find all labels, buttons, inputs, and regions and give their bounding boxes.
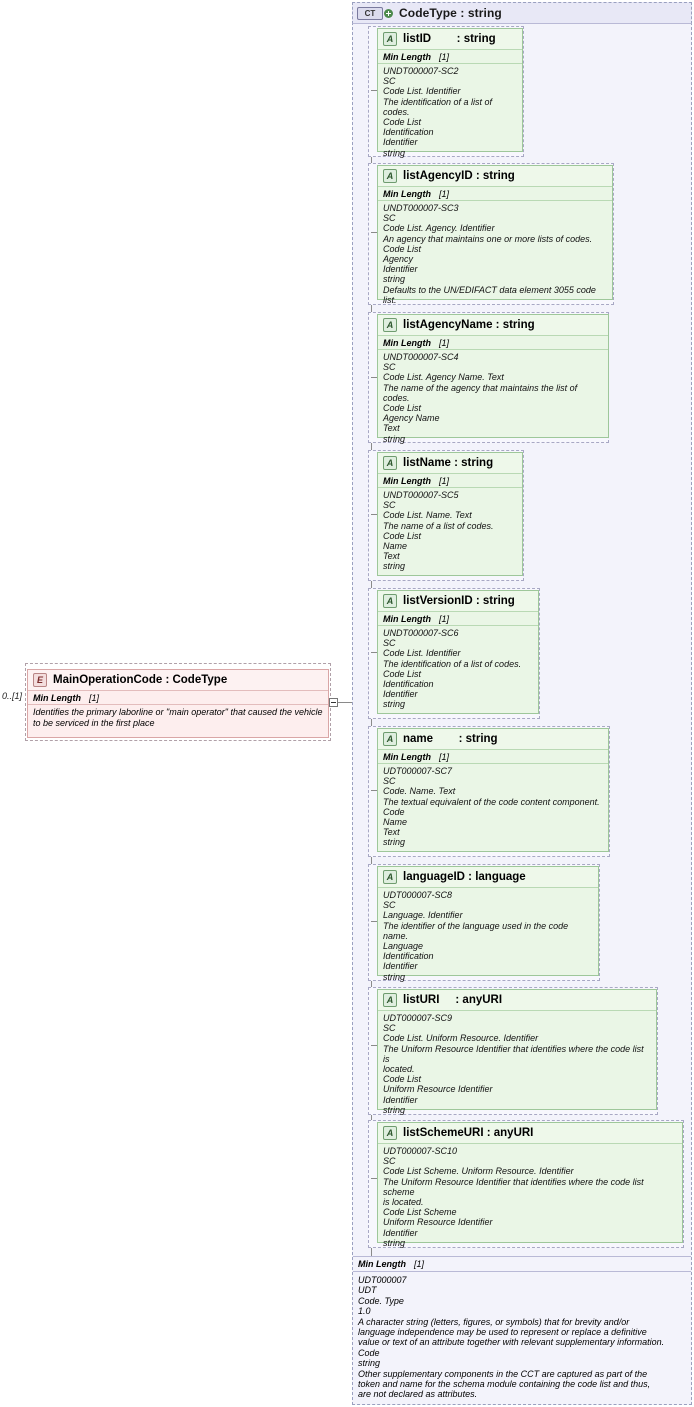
annotation-line: The textual equivalent of the code content component. — [383, 796, 600, 807]
annotation-line: string — [383, 1104, 406, 1115]
complextype-badge: CT — [357, 7, 383, 20]
annotation-line: Identifier — [383, 264, 418, 275]
attribute-minlength-row — [378, 336, 608, 350]
annotation-line: string — [383, 971, 406, 982]
attribute-minlength-cardinality: [1] — [439, 51, 450, 62]
element-minlength-row — [28, 691, 328, 705]
annotation-line: The identification of a list of codes. — [383, 96, 493, 117]
plus-circle-icon[interactable] — [384, 9, 393, 18]
annotation-line: string — [358, 1358, 381, 1369]
element-header — [28, 670, 328, 691]
attribute-annotation — [378, 888, 598, 985]
attribute-name-attr[interactable] — [377, 728, 609, 852]
annotation-line: Code List — [383, 530, 422, 541]
element-main-operation-code[interactable] — [27, 669, 329, 738]
attribute-header — [378, 315, 608, 336]
complextype-header[interactable] — [352, 2, 692, 24]
annotation-line: A character string (letters, figures, or symbols) that for brevity and/or — [358, 1316, 630, 1327]
annotation-line: Uniform Resource Identifier — [383, 1217, 493, 1228]
attribute-header — [378, 453, 522, 474]
annotation-line: located. — [383, 1064, 415, 1075]
attribute-badge: A — [383, 169, 397, 183]
annotation-line: SC — [383, 1023, 396, 1034]
annotation-line: Text — [383, 423, 400, 434]
annotation-line: Identifier — [383, 1227, 418, 1238]
annotation-line: Code List. Identifier — [383, 86, 461, 97]
element-annotation-line: Identifies the primary laborline or "main operator" that caused the vehicle — [33, 707, 323, 717]
annotation-line: UDT — [358, 1285, 377, 1296]
connector-branch — [371, 1178, 377, 1179]
annotation-line: Code. Name. Text — [383, 786, 456, 797]
annotation-line: SC — [383, 638, 396, 649]
complextype-minlength-label: Min Length — [358, 1259, 406, 1269]
annotation-line: Code List. Uniform Resource. Identifier — [383, 1033, 539, 1044]
annotation-line: Identification — [383, 951, 434, 962]
attribute-minlength-row — [378, 474, 522, 488]
connector-branch — [371, 1045, 377, 1046]
connector-branch — [371, 652, 377, 653]
annotation-line: The Uniform Resource Identifier that identifies where the code list is — [383, 1043, 644, 1064]
annotation-line: value or text of an attribute together with relevant supplementary information. — [358, 1337, 665, 1348]
annotation-line: SC — [383, 213, 396, 224]
attribute-name: listAgencyName : string — [403, 319, 535, 331]
attribute-listagencyid[interactable] — [377, 165, 613, 305]
annotation-line: Name — [383, 541, 408, 552]
annotation-line: 1.0 — [358, 1306, 371, 1317]
attribute-minlength-row — [378, 50, 522, 64]
annotation-line: Name — [383, 817, 408, 828]
attribute-minlength-label: Min Length — [383, 751, 431, 762]
annotation-line: Code List. Identifier — [383, 648, 461, 659]
connector-branch — [371, 790, 377, 791]
attribute-annotation — [378, 64, 522, 161]
attribute-minlength-cardinality: [1] — [439, 475, 450, 486]
element-minlength-label: Min Length — [33, 692, 81, 703]
annotation-line: UDT000007-SC10 — [383, 1146, 458, 1156]
annotation-line: Code List — [383, 403, 422, 414]
annotation-line: UDT000007-SC8 — [383, 890, 453, 900]
annotation-line: string — [383, 837, 406, 848]
annotation-line: UNDT000007-SC3 — [383, 203, 459, 213]
annotation-line: The identifier of the language used in the code name. — [383, 920, 569, 941]
attribute-badge: A — [383, 1126, 397, 1140]
element-name: MainOperationCode : CodeType — [53, 674, 228, 686]
attribute-badge: A — [383, 993, 397, 1007]
annotation-line: Text — [383, 551, 400, 562]
attribute-badge: A — [383, 732, 397, 746]
attribute-header — [378, 1123, 682, 1144]
attribute-annotation — [378, 488, 522, 575]
annotation-line: UNDT000007-SC6 — [383, 628, 459, 638]
annotation-line: Language — [383, 941, 424, 952]
attribute-name: listVersionID : string — [403, 595, 515, 607]
annotation-line: string — [383, 1237, 406, 1248]
element-annotation-line: to be serviced in the first place — [33, 717, 155, 728]
attribute-name: name : string — [403, 733, 498, 745]
attribute-listname[interactable] — [377, 452, 523, 576]
annotation-line: Code — [383, 806, 405, 817]
annotation-line: Defaults to the UN/EDIFACT data element 3055 code list. — [383, 284, 596, 305]
annotation-line: UNDT000007-SC2 — [383, 66, 459, 76]
connector-branch — [371, 90, 377, 91]
attribute-annotation — [378, 626, 538, 713]
annotation-line: is located. — [383, 1197, 424, 1208]
annotation-line: SC — [383, 362, 396, 373]
annotation-line: SC — [383, 500, 396, 511]
annotation-line: SC — [383, 776, 396, 787]
annotation-line: UNDT000007-SC4 — [383, 352, 459, 362]
complextype-minlength-row — [353, 1257, 691, 1272]
annotation-line: The name of the agency that maintains the list of codes. — [383, 382, 578, 403]
annotation-line: Identification — [383, 127, 434, 138]
annotation-line: UDT000007-SC7 — [383, 766, 453, 776]
annotation-line: string — [383, 433, 406, 444]
attribute-name: listAgencyID : string — [403, 170, 515, 182]
attribute-minlength-cardinality: [1] — [439, 188, 450, 199]
annotation-line: token and name for the schema module containing the code list and thus, — [358, 1379, 651, 1390]
attribute-badge: A — [383, 32, 397, 46]
attribute-minlength-cardinality: [1] — [439, 337, 450, 348]
connector-branch — [371, 377, 377, 378]
annotation-line: Code List. Agency. Identifier — [383, 223, 495, 234]
annotation-line: Identifier — [383, 961, 418, 972]
connector-branch — [371, 232, 377, 233]
attribute-listagencyname[interactable] — [377, 314, 609, 444]
attribute-header — [378, 591, 538, 612]
attribute-name: listSchemeURI : anyURI — [403, 1127, 534, 1139]
annotation-line: string — [383, 699, 406, 710]
attribute-header — [378, 166, 612, 187]
attribute-annotation — [378, 1011, 656, 1118]
attribute-minlength-row — [378, 612, 538, 626]
annotation-line: The name of a list of codes. — [383, 520, 494, 531]
element-minlength-cardinality: [1] — [89, 692, 100, 703]
attribute-listid[interactable] — [377, 28, 523, 158]
annotation-line: Code List Scheme — [383, 1207, 457, 1218]
annotation-line: UDT000007-SC9 — [383, 1013, 453, 1023]
attribute-minlength-row — [378, 750, 608, 764]
annotation-line: Identifier — [383, 1094, 418, 1105]
attribute-minlength-label: Min Length — [383, 613, 431, 624]
attribute-header — [378, 867, 598, 888]
annotation-line: Code List — [383, 668, 422, 679]
annotation-line: Language. Identifier — [383, 910, 463, 921]
annotation-line: Agency Name — [383, 413, 440, 424]
annotation-line: Code List. Agency Name. Text — [383, 372, 504, 383]
annotation-line: are not declared as attributes. — [358, 1389, 478, 1400]
annotation-line: language independence may be used to represent or replace a definitive — [358, 1327, 647, 1338]
attribute-annotation — [378, 1144, 682, 1251]
attribute-listuri[interactable] — [377, 989, 657, 1115]
complextype-minlength-cardinality: [1] — [414, 1259, 425, 1269]
annotation-line: UDT000007 — [358, 1275, 407, 1285]
annotation-line: An agency that maintains one or more lists of codes. — [383, 233, 593, 244]
annotation-line: UNDT000007-SC5 — [383, 490, 459, 500]
annotation-line: Code List. Name. Text — [383, 510, 472, 521]
attribute-badge: A — [383, 318, 397, 332]
attribute-minlength-label: Min Length — [383, 337, 431, 348]
attribute-minlength-label: Min Length — [383, 51, 431, 62]
annotation-line: Identifier — [383, 137, 418, 148]
connector-branch — [371, 514, 377, 515]
annotation-line: Code List Scheme. Uniform Resource. Identifier — [383, 1166, 574, 1177]
annotation-line: Code List — [383, 1074, 422, 1085]
attribute-badge: A — [383, 594, 397, 608]
attribute-header — [378, 990, 656, 1011]
attribute-minlength-label: Min Length — [383, 475, 431, 486]
element-annotation — [28, 705, 328, 730]
attribute-listversionid[interactable] — [377, 590, 539, 714]
annotation-line: Code — [358, 1347, 380, 1358]
complextype-footer — [353, 1256, 691, 1403]
annotation-line: SC — [383, 76, 396, 87]
annotation-line: The identification of a list of codes. — [383, 658, 522, 669]
annotation-line: Identifier — [383, 689, 418, 700]
attribute-minlength-cardinality: [1] — [439, 613, 450, 624]
attribute-minlength-row — [378, 187, 612, 201]
attribute-annotation — [378, 350, 608, 447]
annotation-line: string — [383, 274, 406, 285]
annotation-line: SC — [383, 1156, 396, 1167]
attribute-name: listName : string — [403, 457, 494, 469]
attribute-listschemeuri[interactable] — [377, 1122, 683, 1248]
annotation-line: Agency — [383, 254, 414, 265]
annotation-line: Identification — [383, 679, 434, 690]
attribute-name: languageID : language — [403, 871, 526, 883]
annotation-line: The Uniform Resource Identifier that identifies where the code list scheme — [383, 1176, 644, 1197]
attribute-annotation — [378, 764, 608, 851]
attribute-name: listID : string — [403, 33, 496, 45]
annotation-line: Code List — [383, 117, 422, 128]
annotation-line: Code. Type — [358, 1295, 404, 1306]
attribute-annotation — [378, 201, 612, 308]
element-badge: E — [33, 673, 47, 687]
attribute-badge: A — [383, 870, 397, 884]
attribute-languageid[interactable] — [377, 866, 599, 982]
attribute-header — [378, 729, 608, 750]
attribute-name: listURI : anyURI — [403, 994, 503, 1006]
attribute-header — [378, 29, 522, 50]
attribute-minlength-label: Min Length — [383, 188, 431, 199]
annotation-line: string — [383, 561, 406, 572]
annotation-line: Code List — [383, 243, 422, 254]
annotation-line: Uniform Resource Identifier — [383, 1084, 493, 1095]
element-cardinality: 0..[1] — [2, 691, 23, 701]
annotation-line: Other supplementary components in the CCT are captured as part of the — [358, 1368, 648, 1379]
attribute-minlength-cardinality: [1] — [439, 751, 450, 762]
complextype-annotation — [353, 1272, 691, 1403]
expander-icon[interactable] — [329, 698, 338, 707]
annotation-line: SC — [383, 900, 396, 911]
complextype-title: CodeType : string — [399, 6, 502, 20]
annotation-line: Text — [383, 827, 400, 838]
annotation-line: string — [383, 147, 406, 158]
attribute-badge: A — [383, 456, 397, 470]
connector-branch — [371, 921, 377, 922]
